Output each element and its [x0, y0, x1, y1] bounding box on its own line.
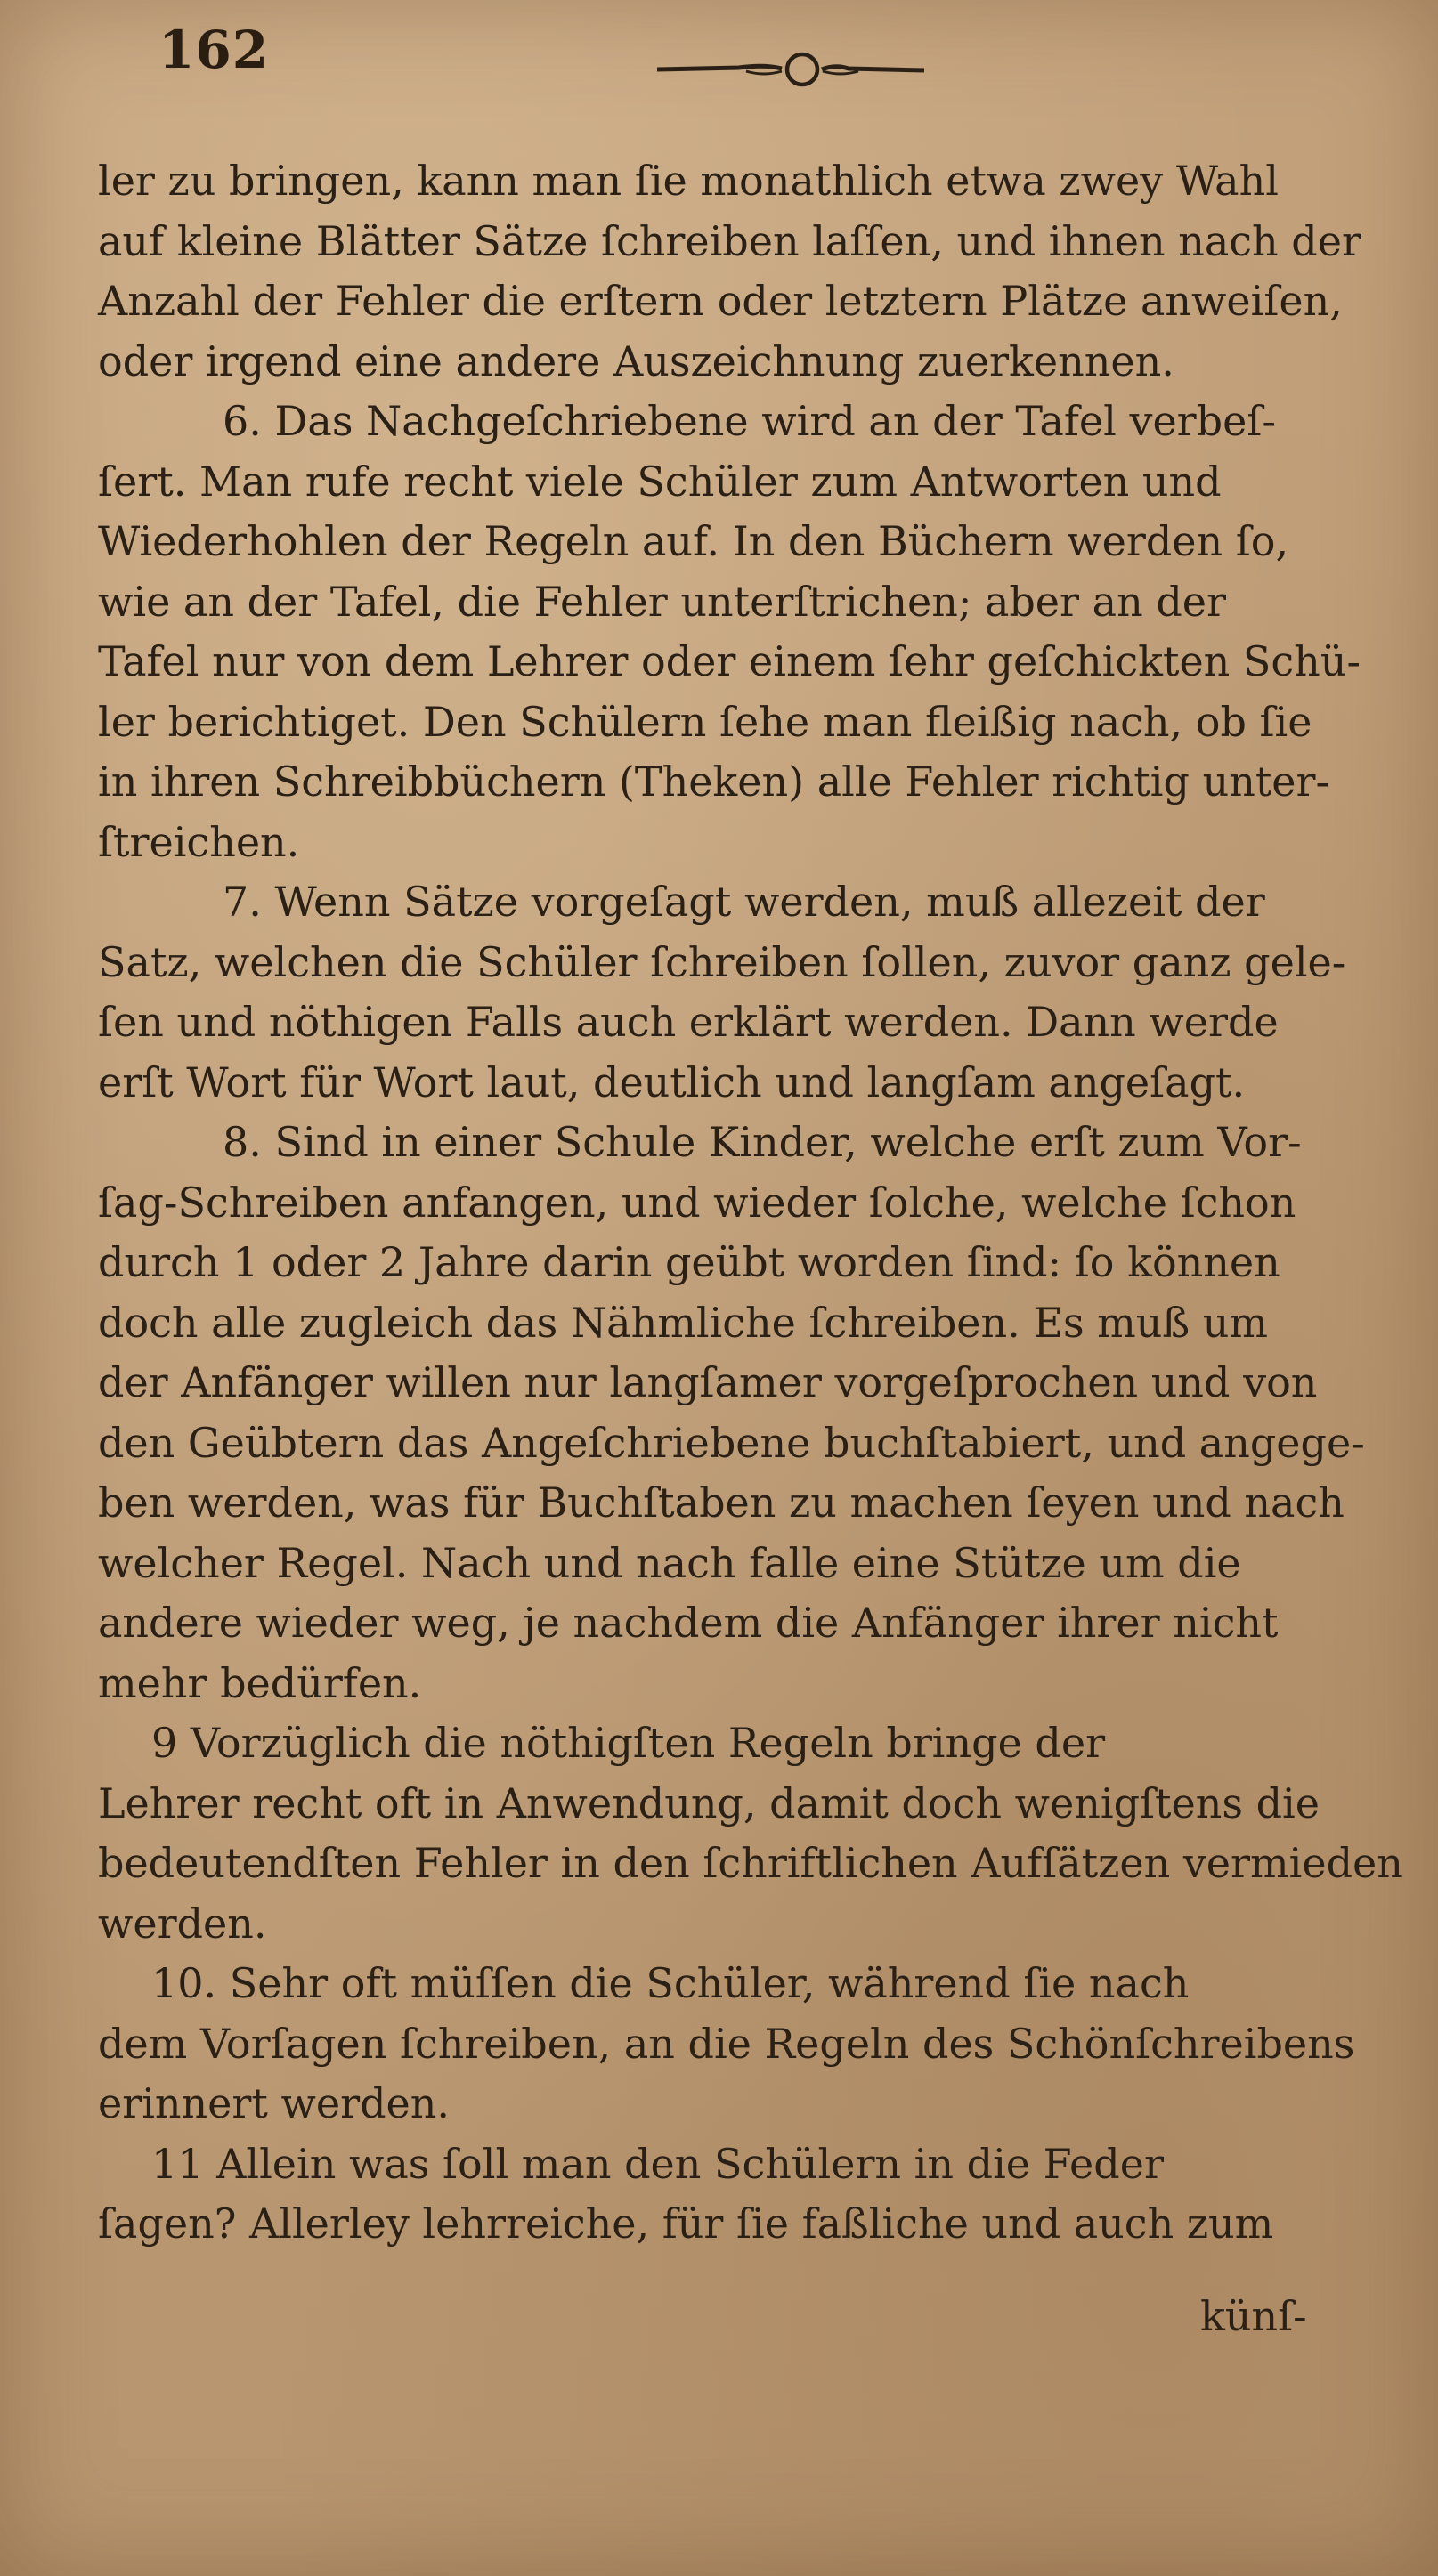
text-line: ben werden, was für Buchſtaben zu machen ſeyen und nach	[98, 1478, 1345, 1527]
text-line: Lehrer recht oft in Anwendung, damit doch wenigſtens die	[98, 1778, 1320, 1827]
text-line: 7. Wenn Sätze vorgeſagt werden, muß allezeit der	[223, 878, 1265, 926]
text-line: 9 Vorzüglich die nöthigſten Regeln bringe der	[151, 1719, 1106, 1767]
text-line: Tafel nur von dem Lehrer oder einem ſehr geſchickten Schü-	[98, 637, 1361, 685]
text-line: werden.	[98, 1899, 267, 1948]
text-line: durch 1 oder 2 Jahre darin geübt worden ſind: ſo können	[98, 1238, 1280, 1286]
body-text	[98, 151, 1407, 2255]
text-line: erinnert werden.	[98, 2079, 450, 2127]
text-line: ler zu bringen, kann man ſie monathlich etwa zwey Wahl	[98, 157, 1279, 205]
text-line: 8. Sind in einer Schule Kinder, welche erſt zum Vor-	[223, 1118, 1302, 1166]
text-line: ſag-Schreiben anfangen, und wieder ſolche, welche ſchon	[98, 1178, 1296, 1227]
text-line: ſagen? Allerley lehrreiche, für ſie faßliche und auch zum	[98, 2199, 1274, 2248]
text-line: andere wieder weg, je nachdem die Anfänger ihrer nicht	[98, 1599, 1279, 1647]
text-line: ler berichtiget. Den Schülern ſehe man fleißig nach, ob ſie	[98, 697, 1312, 746]
page-header	[0, 0, 1438, 107]
text-line: in ihren Schreibbüchern (Theken) alle Fehler richtig unter-	[98, 757, 1330, 806]
text-line: ſen und nöthigen Falls auch erklärt werden. Dann werde	[98, 998, 1279, 1046]
text-line: ſtreichen.	[98, 817, 300, 866]
text-line: 6. Das Nachgeſchriebene wird an der Tafel verbeſ-	[223, 397, 1276, 445]
text-line: auf kleine Blätter Sätze ſchreiben laſſen, und ihnen nach der	[98, 216, 1361, 265]
text-line: der Anfänger willen nur langſamer vorgeſprochen und von	[98, 1358, 1318, 1406]
page-number: 162	[158, 20, 270, 80]
text-line: erſt Wort für Wort laut, deutlich und langſam angeſagt.	[98, 1057, 1246, 1106]
text-line: Anzahl der Fehler die erſtern oder letztern Plätze anweiſen,	[98, 277, 1343, 325]
text-line: 10. Sehr oft müſſen die Schüler, während ſie nach	[151, 1959, 1190, 2007]
text-line: wie an der Tafel, die Fehler unterſtrichen; aber an der	[98, 577, 1226, 626]
text-line: doch alle zugleich das Nähmliche ſchreiben. Es muß um	[98, 1298, 1269, 1347]
text-line: Wiederhohlen der Regeln auf. In den Büchern werden ſo,	[98, 517, 1289, 565]
text-line: Satz, welchen die Schüler ſchreiben ſollen, zuvor ganz gele-	[98, 937, 1346, 986]
catchword: künſ-	[1200, 2292, 1307, 2340]
text-line: ſert. Man rufe recht viele Schüler zum Antworten und	[98, 457, 1222, 506]
text-line: den Geübtern das Angeſchriebene buchſtabiert, und angege-	[98, 1418, 1365, 1467]
text-line: welcher Regel. Nach und nach falle eine Stütze um die	[98, 1538, 1241, 1587]
ornament-rule-icon	[657, 52, 924, 87]
text-line: 11 Allein was ſoll man den Schülern in die Feder	[151, 2139, 1164, 2188]
text-line: dem Vorſagen ſchreiben, an die Regeln des Schönſchreibens	[98, 2019, 1355, 2068]
text-line: oder irgend eine andere Auszeichnung zuerkennen.	[98, 336, 1174, 385]
text-line: bedeutendſten Fehler in den ſchriftlichen Aufſätzen vermieden	[98, 1839, 1403, 1887]
text-line: mehr bedürfen.	[98, 1658, 422, 1707]
